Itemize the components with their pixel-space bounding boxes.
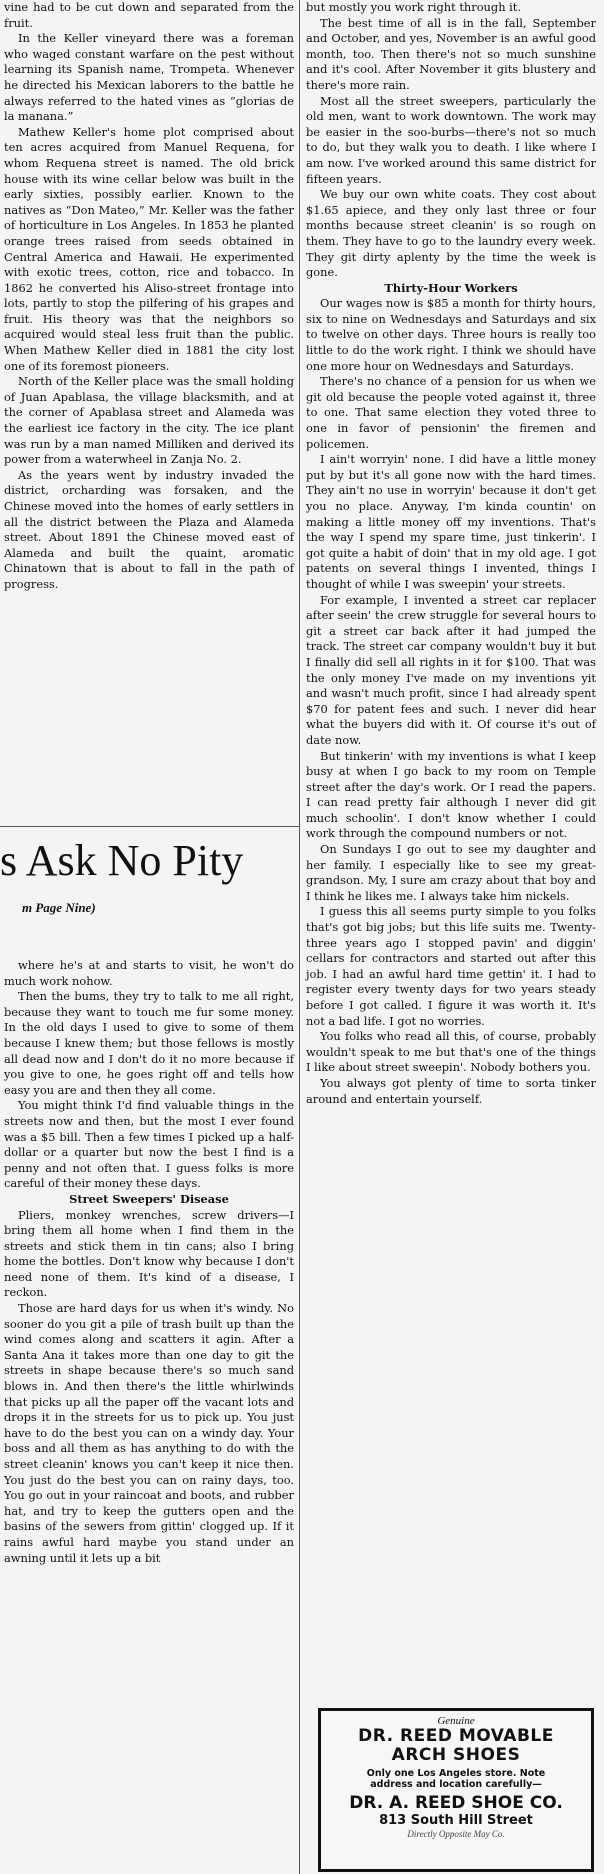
- headline: s Ask No Pity: [0, 836, 244, 885]
- paragraph: For example, I invented a street car replacer after seein' the crew struggle for several hours to git a street car back after it had jumped the track. The street car company wouldn't buy it but I finally did sell all rights in it for $100. That was the only money I've made on my inventions yit and wasn't much profit, since I had already spent $70 for patent fees and such. I never did hear what the buyers did with it. Of course it's out of date now.: [306, 592, 596, 747]
- paragraph: Then the bums, they try to talk to me all right, because they want to touch me fur some money. In the old days I used to give to some of them because I knew them; but those fellows is mostly all dead now and I don't do it no more because if you give to one, he goes right off and tells how easy you are and then they all come.: [4, 989, 294, 1097]
- paragraph: On Sundays I go out to see my daughter and her family. I especially like to see my great-grandson. My, I sure am crazy about that boy and I think he likes me. I always take him nickels.: [306, 842, 596, 903]
- paragraph: As the years went by industry invaded the district, orcharding was forsaken, and the Chinese moved into the homes of early settlers in all the district between the Plaza and Alameda street. About 1891 the Chinese moved east of Alameda and built the quaint, aromatic Chinatown that is about to fall in the path of progress.: [4, 467, 294, 591]
- paragraph: Our wages now is $85 a month for thirty hours, six to nine on Wednesdays and Saturdays and six to twelve on other days. Three hours is really too little to do the work right. I think we should have one more hour on Wednesdays and Saturdays.: [306, 296, 596, 373]
- paragraph: Most all the street sweepers, particularly the old men, want to work downtown. The work may be easier in the soo-burbs—there's not so much to do, but they walk you to death. I like where I am now. I've worked around this same district for fifteen years.: [306, 93, 596, 186]
- ad-company: DR. A. REED SHOE CO.: [349, 1793, 563, 1813]
- ad-address: 813 South Hill Street: [379, 1813, 533, 1828]
- section-rule: [0, 826, 300, 827]
- paragraph: There's no chance of a pension for us when we git old because the people voted against it, three to one. That same election they voted three to one in favor of pensionin' the firemen and policemen.: [306, 374, 596, 451]
- subheading: Thirty-Hour Workers: [384, 280, 518, 295]
- paragraph: vine had to be cut down and separated from the fruit.: [4, 0, 294, 30]
- continued-line: m Page Nine): [22, 900, 96, 915]
- street-sweeper-article-left: [4, 958, 294, 1566]
- street-sweeper-article-right: [306, 0, 596, 1107]
- paragraph: Those are hard days for us when it's windy. No sooner do you git a pile of trash built up than the wind comes along and scatters it agin. After a Santa Ana it takes more than one day to git the streets in shape because there's so much sand blows in. And then there's the little whirlwinds that picks up all the paper off the vacant lots and drops it in the streets for us to pick up. You just have to do the best you can on a windy day. Your boss and all them as has anything to do with the street cleanin' knows you can't keep it nice then. You just do the best you can on rainy days, too. You go out in your raincoat and boots, and rubber hat, and try to keep the gutters open and the basins of the sewers from gittin' clogged up. If it rains awful hard maybe you stand under an awning until it lets up a bit: [4, 1301, 294, 1565]
- ad-note-line2: address and location carefully—: [370, 1779, 542, 1790]
- subheading: Street Sweepers' Disease: [69, 1191, 229, 1206]
- ad-opposite: Directly Opposite May Co.: [407, 1829, 505, 1839]
- ad-genuine: Genuine: [437, 1715, 475, 1727]
- ad-note-line1: Only one Los Angeles store. Note: [366, 1768, 546, 1779]
- paragraph: The best time of all is in the fall, September and October, and yes, November is an awful good month, too. Then there's not so much sunshine and it's cool. After November it gits blustery and there's more rain.: [306, 15, 596, 92]
- paragraph: In the Keller vineyard there was a foreman who waged constant warfare on the pest without learning its Spanish name, Trompeta. Whenever he directed his Mexican laborers to the battle he always referred to the hated vines as “glorias de la manana.”: [4, 31, 294, 124]
- paragraph: Mathew Keller's home plot comprised about ten acres acquired from Manuel Requena, for whom Requena street is named. The old brick house with its wine cellar below was built in the early sixties, possibly earlier. Known to the natives as “Don Mateo,” Mr. Keller was the father of horticulture in Los Angeles. In 1853 he planted orange trees raised from seeds obtained in Central America and Hawaii. He experimented with exotic trees, cotton, rice and tobacco. In 1862 he converted his Aliso-street frontage into lots, partly to stop the pilfering of his grapes and fruit. His theory was that the neighbors so acquired would steal less fruit than the public. When Mathew Keller died in 1881 the city lost one of its foremost pioneers.: [4, 124, 294, 373]
- paragraph: I ain't worryin' none. I did have a little money put by but it's all gone now with the hard times. They ain't no use in worryin' because it don't get you no place. Anyway, I'm kinda countin' on making a little money off my inventions. That's the way I spend my spare time, just tinkerin'. I got quite a habit of doin' that in my old age. I got patents on several things I invented, things I thought of while I was sweepin' your streets.: [306, 452, 596, 591]
- paragraph: You might think I'd find valuable things in the streets now and then, but the most I ever found was a $5 bill. Then a few times I picked up a half-dollar or a quarter but now the best I find is a penny and not often that. I guess folks is more careful of their money these days.: [4, 1098, 294, 1191]
- paragraph: I guess this all seems purty simple to you folks that's got big jobs; but this life suits me. Twenty-three years ago I stopped pavin' and diggin' cellars for contractors and started out after this job. I had an awful hard time gettin' it. I had to register every twenty days for two years steady before I got called. I figure it was worth it. It's not a bad life. I got no worries.: [306, 904, 596, 1028]
- paragraph: North of the Keller place was the small holding of Juan Apablasa, the village blacksmith, and at the corner of Apablasa street and Alameda was the earliest ice factory in the city. The ice plant was run by a man named Milliken and derived its power from a waterwheel in Zanja No. 2.: [4, 374, 294, 467]
- keller-article: [4, 0, 294, 593]
- shoe-advertisement: [318, 1708, 594, 1872]
- paragraph: We buy our own white coats. They cost about $1.65 apiece, and they only last three or four months because street cleanin' is so rough on them. They have to go to the laundry every week. They git dirty aplenty by the time the week is gone.: [306, 187, 596, 280]
- paragraph: where he's at and starts to visit, he won't do much work nohow.: [4, 958, 294, 988]
- paragraph: Pliers, monkey wrenches, screw drivers—I bring them all home when I find them in the streets and stick them in tin cans; also I bring home the bottles. Don't know why because I don't need none of them. It's kind of a disease, I reckon.: [4, 1207, 294, 1300]
- ad-brand-line2: ARCH SHOES: [391, 1745, 521, 1765]
- paragraph: But tinkerin' with my inventions is what I keep busy at when I go back to my room on Temple street after the day's work. Or I read the papers. I can read pretty fair although I never did git much schoolin'. I don't know whether I could work through the compound numbers or not.: [306, 748, 596, 841]
- ad-brand-line1: DR. REED MOVABLE: [358, 1726, 554, 1746]
- paragraph: but mostly you work right through it.: [306, 0, 521, 14]
- ad-note: [321, 1768, 591, 1790]
- paragraph: You always got plenty of time to sorta tinker around and entertain yourself.: [306, 1075, 596, 1106]
- column-rule: [299, 0, 300, 1874]
- paragraph: You folks who read all this, of course, probably wouldn't speak to me but that's one of the things I like about street sweepin'. Nobody bothers you.: [306, 1029, 596, 1075]
